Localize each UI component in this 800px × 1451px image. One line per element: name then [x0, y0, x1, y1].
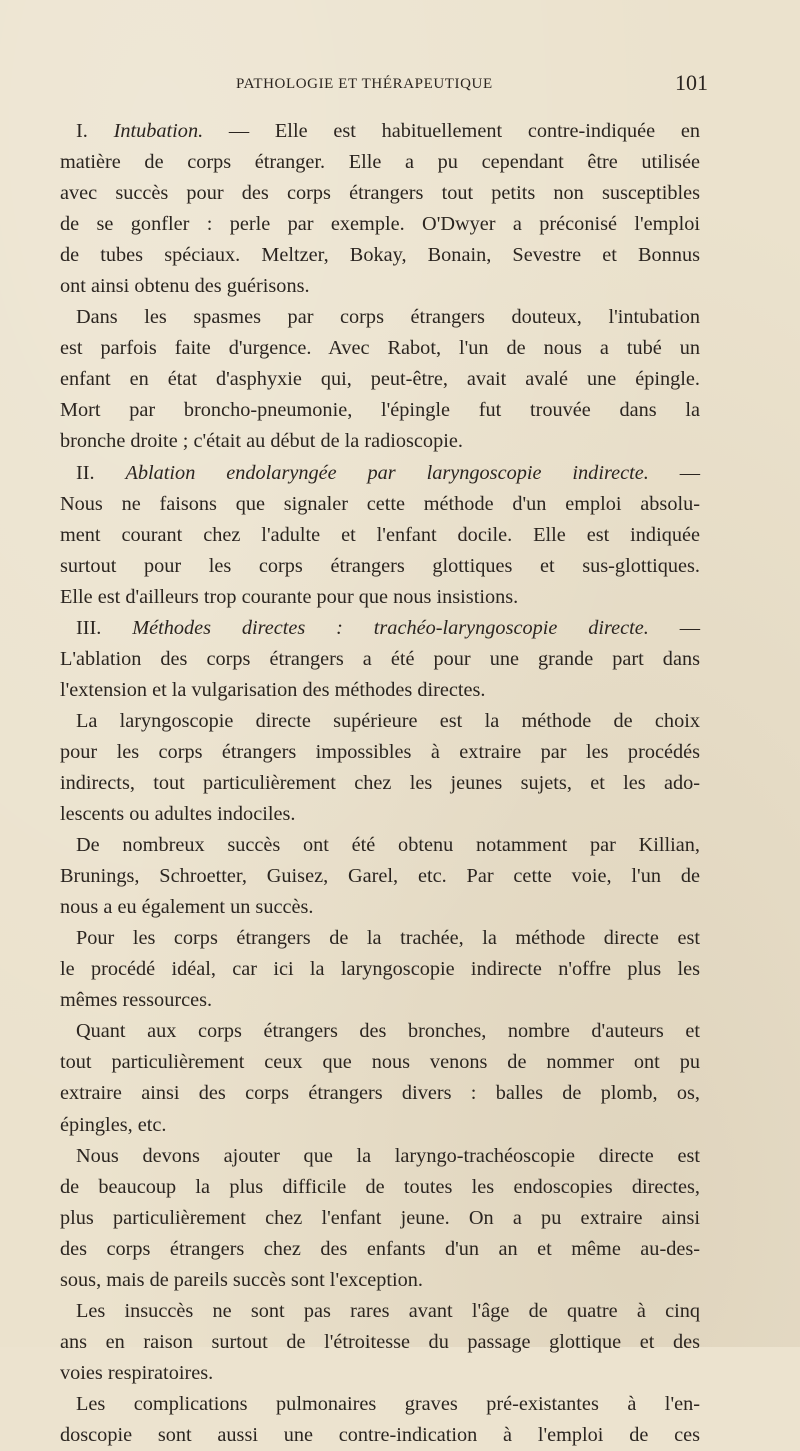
- text-line: [60, 1389, 700, 1420]
- text-run: pour les corps étrangers impossibles à extraire par les procédés: [60, 740, 700, 763]
- text-run: ont ainsi obtenu des guérisons.: [60, 275, 310, 298]
- text-run: I.: [76, 120, 114, 142]
- text-line: [60, 706, 700, 737]
- text-line: [60, 1172, 700, 1203]
- text-line: [60, 830, 700, 861]
- running-title: PATHOLOGIE ET THÉRAPEUTIQUE: [236, 76, 493, 92]
- text-run: L'ablation des corps étrangers a été pour une grande part dans: [60, 647, 700, 670]
- text-run: épingles, etc.: [60, 1113, 167, 1136]
- text-run: plus particulièrement chez l'enfant jeune. On a pu extraire ainsi: [60, 1206, 700, 1229]
- body-text: [60, 116, 700, 1451]
- text-run: mêmes ressources.: [60, 989, 213, 1012]
- text-run: de beaucoup la plus difficile de toutes les endoscopies directes,: [60, 1175, 700, 1198]
- text-run: Pour les corps étrangers de la trachée, la méthode directe est: [76, 927, 700, 950]
- text-line: [60, 426, 700, 457]
- text-line: [60, 489, 700, 520]
- text-line: [60, 1047, 700, 1078]
- text-run: tout particulièrement ceux que nous venons de nommer ont pu: [60, 1051, 700, 1074]
- text-run: de tubes spéciaux. Meltzer, Bokay, Bonain, Sevestre et Bonnus: [60, 244, 700, 267]
- text-run: ans en raison surtout de l'étroitesse du passage glottique et des: [60, 1330, 700, 1353]
- text-line: [60, 458, 700, 489]
- text-run: le procédé idéal, car ici la laryngoscopie indirecte n'offre plus les: [60, 958, 700, 981]
- text-run: Les complications pulmonaires graves pré-existantes à l'en-: [76, 1392, 700, 1415]
- text-run: Elle est d'ailleurs trop courante pour que nous insistions.: [60, 585, 519, 608]
- text-line: [60, 644, 700, 675]
- text-line: [60, 1358, 700, 1389]
- text-line: [60, 1078, 700, 1109]
- text-line: [60, 1265, 700, 1296]
- text-run: La laryngoscopie directe supérieure est la méthode de choix: [76, 709, 700, 732]
- italic-heading: Méthodes directes : trachéo-laryngoscopie directe.: [132, 616, 649, 639]
- text-line: [60, 333, 700, 364]
- text-run: Dans les spasmes par corps étrangers douteux, l'intubation: [76, 306, 700, 329]
- text-line: [60, 395, 700, 426]
- text-line: [60, 178, 700, 209]
- text-line: [60, 520, 700, 551]
- text-line: [60, 892, 700, 923]
- text-run: indirects, tout particulièrement chez les jeunes sujets, et les ado-: [60, 771, 700, 794]
- text-line: [60, 768, 700, 799]
- text-run: des corps étrangers chez des enfants d'un an et même au-des-: [60, 1237, 700, 1260]
- text-run: III.: [76, 616, 133, 639]
- page-header: [60, 70, 708, 104]
- text-run: Brunings, Schroetter, Guisez, Garel, etc. Par cette voie, l'un de: [60, 865, 700, 888]
- text-line: [60, 147, 700, 178]
- text-run: de se gonfler : perle par exemple. O'Dwyer a préconisé l'emploi: [60, 213, 700, 236]
- text-line: [60, 271, 700, 302]
- text-line: [60, 1420, 700, 1451]
- text-line: [60, 1296, 700, 1327]
- text-line: [60, 675, 700, 706]
- text-run: avec succès pour des corps étrangers tout petits non susceptibles: [60, 182, 700, 205]
- text-run: Nous ne faisons que signaler cette méthode d'un emploi absolu-: [60, 492, 700, 515]
- page-number: 101: [675, 70, 708, 95]
- text-run: Les insuccès ne sont pas rares avant l'âge de quatre à cinq: [76, 1299, 700, 1322]
- text-line: [60, 116, 700, 147]
- text-run: Nous devons ajouter que la laryngo-trachéoscopie directe est: [76, 1144, 700, 1167]
- text-run: ment courant chez l'adulte et l'enfant docile. Elle est indiquée: [60, 523, 700, 546]
- text-line: [60, 1141, 700, 1172]
- text-run: II.: [76, 461, 126, 484]
- text-line: [60, 954, 700, 985]
- text-run: — Elle est habituellement contre-indiquée en: [203, 120, 700, 142]
- text-run: est parfois faite d'urgence. Avec Rabot, l'un de nous a tubé un: [60, 337, 700, 360]
- text-run: Mort par broncho-pneumonie, l'épingle fut trouvée dans la: [60, 399, 700, 422]
- text-line: [60, 240, 700, 271]
- text-line: [60, 861, 700, 892]
- text-line: [60, 551, 700, 582]
- text-line: [60, 799, 700, 830]
- text-run: sous, mais de pareils succès sont l'exception.: [60, 1268, 424, 1291]
- text-run: bronche droite ; c'était au début de la radioscopie.: [60, 430, 463, 453]
- text-run: lescents ou adultes indociles.: [60, 803, 296, 826]
- text-line: [60, 923, 700, 954]
- italic-heading: Intubation.: [113, 120, 204, 142]
- text-run: —: [648, 616, 700, 639]
- text-run: l'extension et la vulgarisation des méthodes directes.: [60, 678, 486, 701]
- text-line: [60, 302, 700, 333]
- text-run: nous a eu également un succès.: [60, 896, 314, 919]
- text-run: surtout pour les corps étrangers glottiques et sus-glottiques.: [60, 554, 700, 577]
- text-run: doscopie sont aussi une contre-indication à l'emploi de ces: [60, 1423, 700, 1446]
- text-line: [60, 1234, 700, 1265]
- text-line: [60, 1203, 700, 1234]
- text-run: matière de corps étranger. Elle a pu cependant être utilisée: [60, 151, 700, 174]
- text-line: [60, 1327, 700, 1358]
- text-line: [60, 737, 700, 768]
- text-line: [60, 364, 700, 395]
- text-line: [60, 985, 700, 1016]
- italic-heading: Ablation endolaryngée par laryngoscopie indirecte.: [125, 461, 649, 484]
- text-run: extraire ainsi des corps étrangers divers : balles de plomb, os,: [60, 1082, 700, 1105]
- text-line: [60, 582, 700, 613]
- text-run: De nombreux succès ont été obtenu notamment par Killian,: [76, 834, 700, 857]
- text-line: [60, 209, 700, 240]
- text-line: [60, 1110, 700, 1141]
- text-run: Quant aux corps étrangers des bronches, nombre d'auteurs et: [76, 1020, 700, 1043]
- text-line: [60, 613, 700, 644]
- text-run: —: [648, 461, 700, 484]
- text-run: enfant en état d'asphyxie qui, peut-être, avait avalé une épingle.: [60, 368, 700, 391]
- text-line: [60, 1016, 700, 1047]
- text-run: voies respiratoires.: [60, 1361, 214, 1384]
